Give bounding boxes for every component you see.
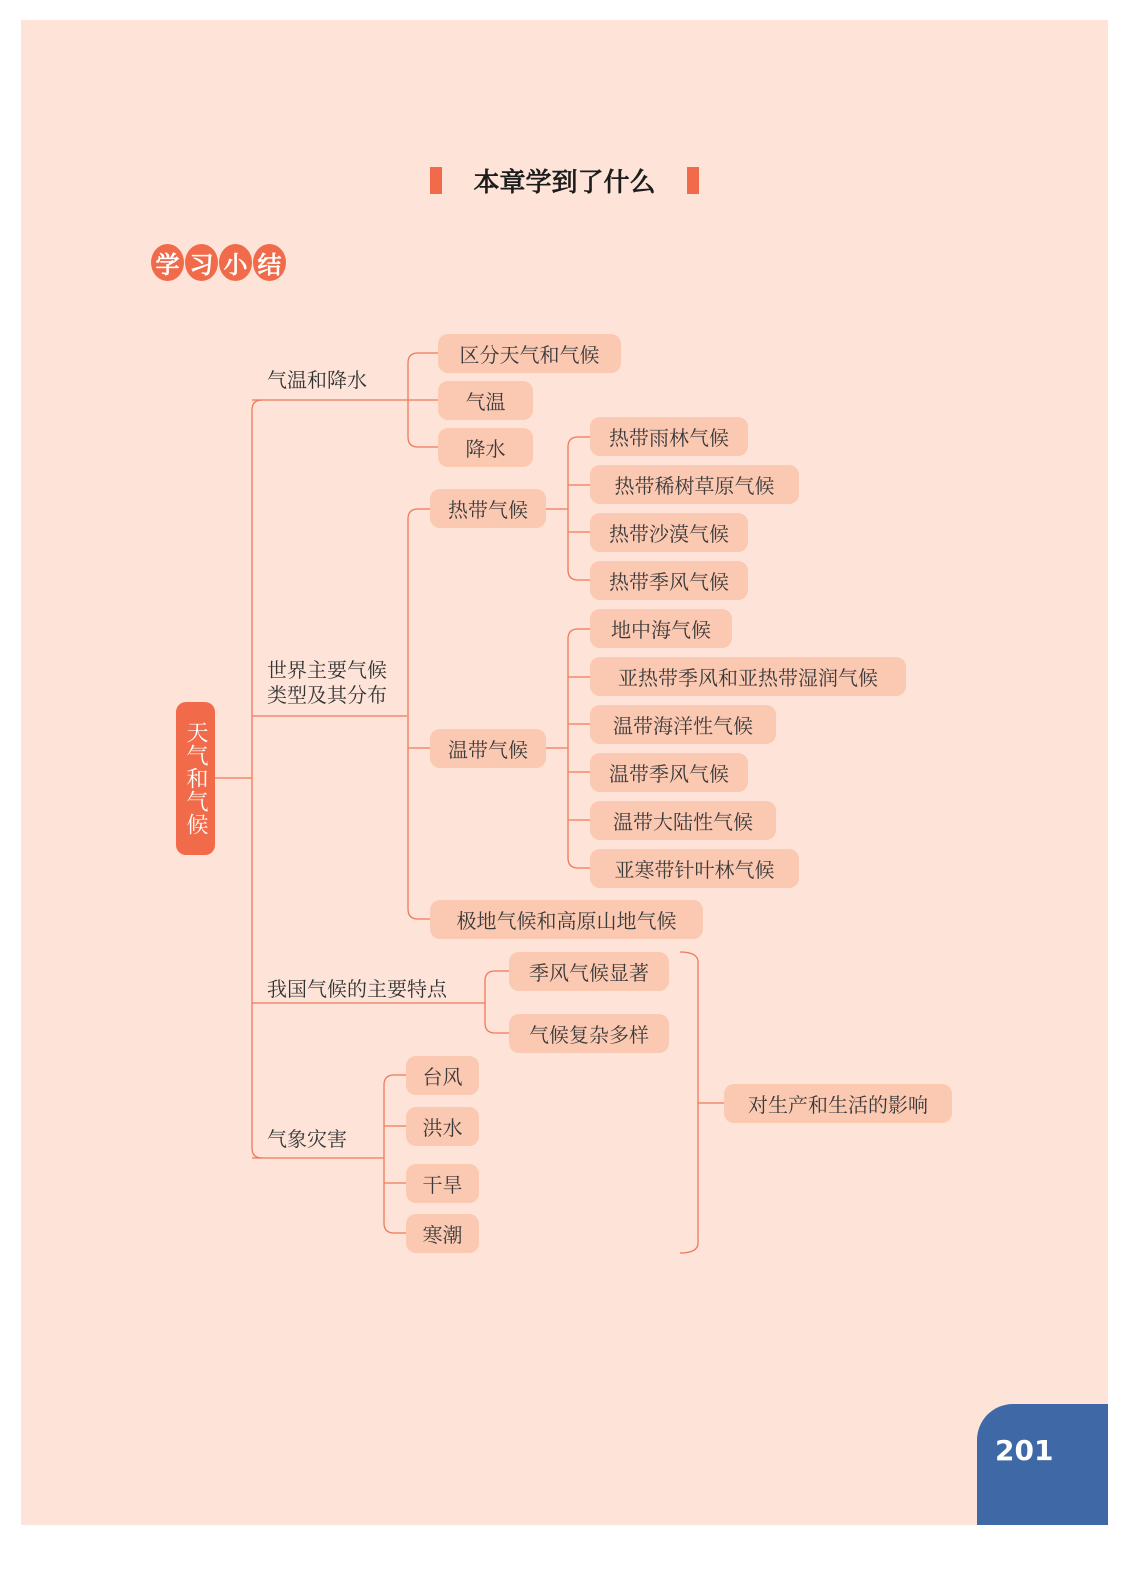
connector-line (568, 629, 590, 868)
node-tropical-climate: 热带气候 (430, 489, 546, 528)
connector-line (384, 1075, 406, 1233)
badge-char: 学 (151, 244, 184, 281)
badge-char: 习 (185, 244, 218, 281)
node-typhoon: 台风 (406, 1056, 479, 1095)
node-temperate-continental: 温带大陆性气候 (590, 801, 776, 840)
node-flood: 洪水 (406, 1107, 479, 1146)
node-polar-highland: 极地气候和高原山地气候 (430, 900, 703, 939)
badge-char: 结 (253, 244, 286, 281)
branch-label-world-climate: 世界主要气候 类型及其分布 (267, 658, 387, 707)
node-subarctic: 亚寒带针叶林气候 (590, 849, 799, 888)
node-tropical-rainforest: 热带雨林气候 (590, 417, 748, 456)
node-temperature: 气温 (438, 381, 533, 420)
node-tropical-desert: 热带沙漠气候 (590, 513, 748, 552)
branch-label-china-climate: 我国气候的主要特点 (267, 977, 447, 1001)
node-weather-vs-climate: 区分天气和气候 (438, 334, 621, 373)
node-cold-wave: 寒潮 (406, 1214, 479, 1253)
branch-label-temp-precip: 气温和降水 (267, 368, 367, 392)
connector-line (680, 952, 698, 1253)
root-node-weather-climate: 天气和气候 (176, 702, 215, 855)
node-subtropical: 亚热带季风和亚热带湿润气候 (590, 657, 906, 696)
node-climate-diverse: 气候复杂多样 (509, 1014, 669, 1053)
node-tropical-savanna: 热带稀树草原气候 (590, 465, 799, 504)
connector-line (408, 509, 430, 919)
node-temperate-climate: 温带气候 (430, 729, 546, 768)
node-impact: 对生产和生活的影响 (724, 1084, 952, 1123)
node-monsoon-significant: 季风气候显著 (509, 952, 669, 991)
connector-line (568, 437, 590, 580)
node-drought: 干旱 (406, 1164, 479, 1203)
node-tropical-monsoon: 热带季风气候 (590, 561, 748, 600)
page-number: 201 (977, 1404, 1108, 1525)
badge-char: 小 (219, 244, 252, 281)
node-temperate-maritime: 温带海洋性气候 (590, 705, 776, 744)
node-mediterranean: 地中海气候 (590, 609, 732, 648)
connector-line (485, 971, 509, 1033)
node-precipitation: 降水 (438, 428, 533, 467)
branch-label-disasters: 气象灾害 (267, 1127, 347, 1151)
page-title: 本章学到了什么 (473, 168, 656, 198)
connector-line (252, 400, 262, 1158)
node-temperate-monsoon: 温带季风气候 (590, 753, 748, 792)
